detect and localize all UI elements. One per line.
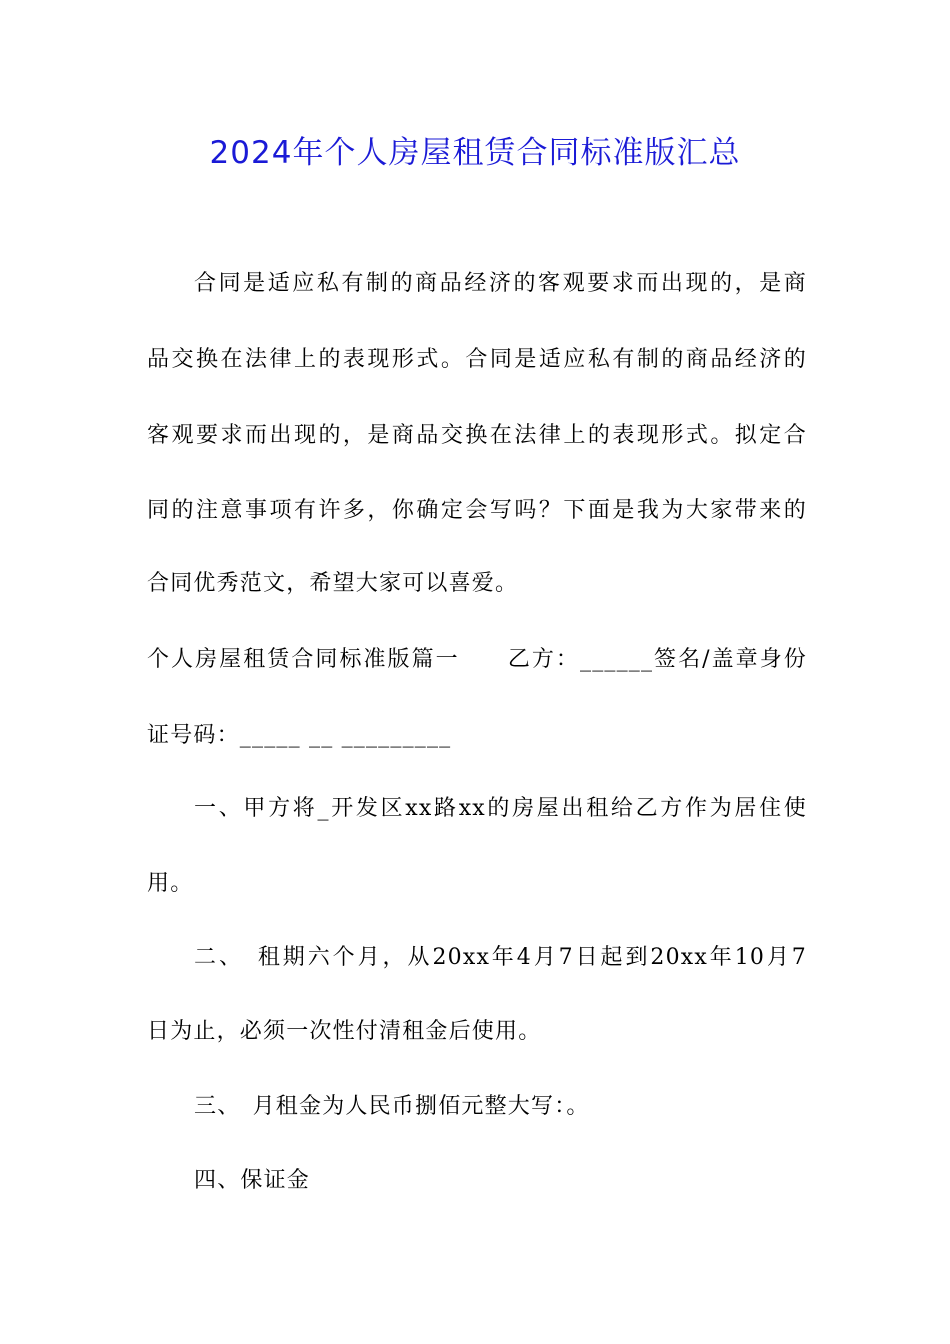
clause-line: 二、 租期六个月，从20xx年4月7日起到20xx年10月7 bbox=[194, 945, 807, 970]
paragraph-line: 证号码：_____ __ _________ bbox=[147, 723, 452, 748]
clause-line: 四、保证金 bbox=[194, 1168, 311, 1193]
paragraph-line: 品交换在法律上的表现形式。合同是适应私有制的商品经济的 bbox=[147, 347, 807, 372]
paragraph-line: 同的注意事项有许多，你确定会写吗？下面是我为大家带来的 bbox=[147, 498, 807, 523]
paragraph-line: 合同优秀范文，希望大家可以喜爱。 bbox=[147, 571, 519, 596]
clause-line: 用。 bbox=[147, 871, 194, 896]
document-title: 2024年个人房屋租赁合同标准版汇总 bbox=[209, 135, 741, 171]
clause-line: 三、 月租金为人民币捌佰元整大写：。 bbox=[194, 1094, 590, 1119]
paragraph-line: 个人房屋租赁合同标准版篇一 乙方：______签名/盖章身份 bbox=[147, 647, 807, 672]
clause-line: 一、甲方将_开发区xx路xx的房屋出租给乙方作为居住使 bbox=[194, 796, 807, 821]
paragraph-line: 客观要求而出现的，是商品交换在法律上的表现形式。拟定合 bbox=[147, 423, 807, 448]
paragraph-line: 合同是适应私有制的商品经济的客观要求而出现的，是商 bbox=[194, 271, 807, 296]
clause-line: 日为止，必须一次性付清租金后使用。 bbox=[147, 1019, 542, 1044]
